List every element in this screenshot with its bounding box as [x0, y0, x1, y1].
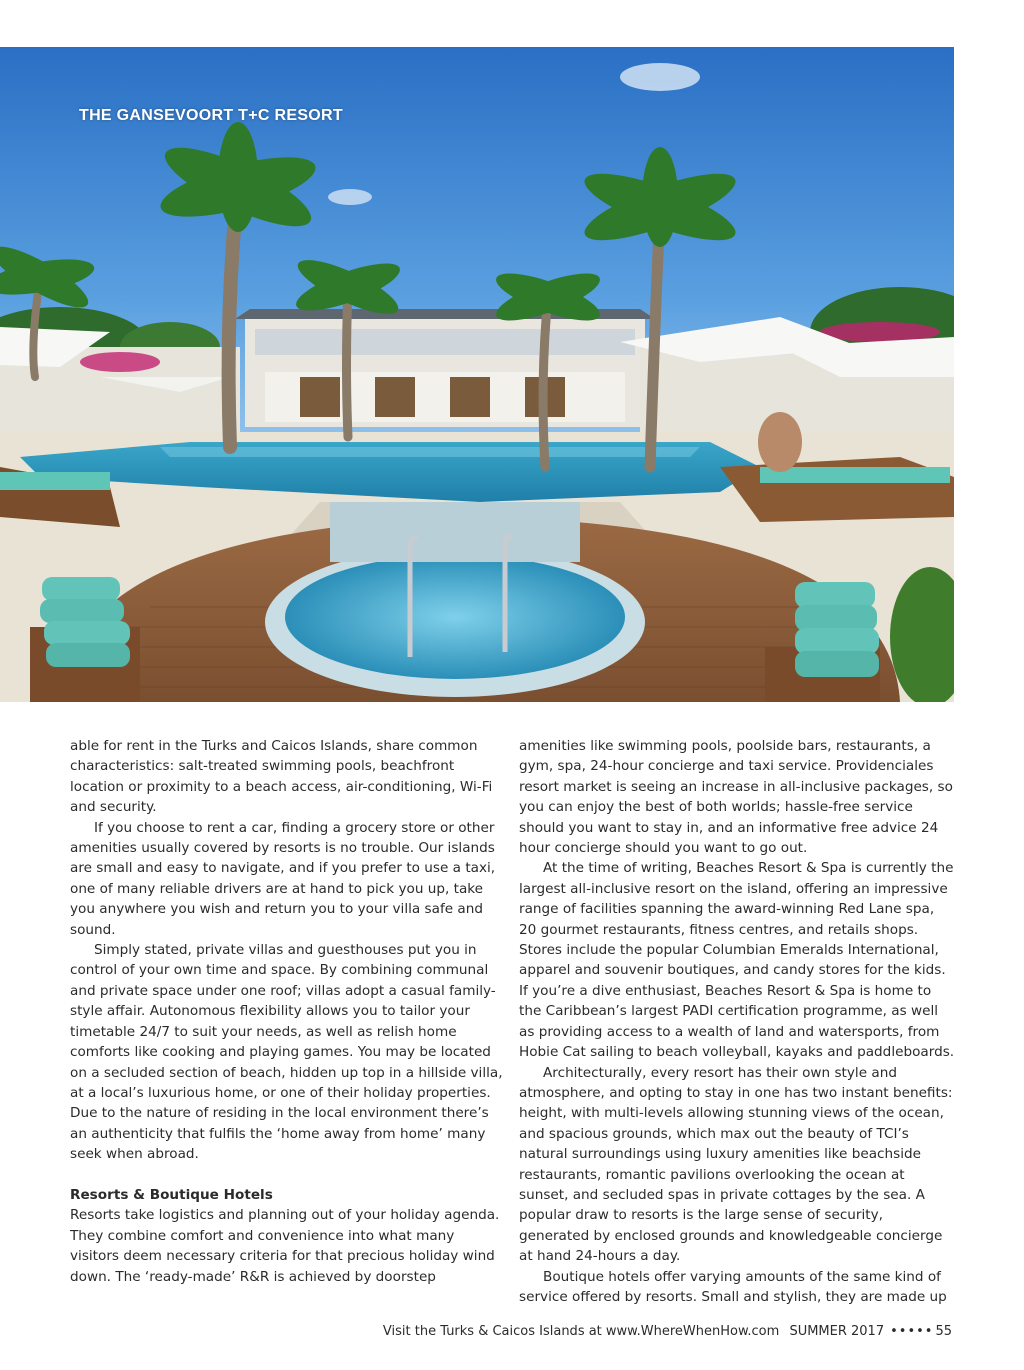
resort-photo — [0, 47, 954, 702]
paragraph: At the time of writing, Beaches Resort & Spa is currently the largest all-inclusive resort on the island, offering an impressive range of facilities spanning the award-winning Red Lane spa, 20 gourmet restaurants, fitness centres, and retails shops. Stores include the popular Columbian Emeralds International, apparel and souvenir boutiques, and candy stores for the kids. If you’re a dive enthusiast, Beaches Resort & Spa is home to the Caribbean’s largest PADI certification programme, as well as providing access to a wealth of land and watersports, from Hobie Cat sailing to beach volleyball, kayaks and paddleboards. — [519, 860, 955, 1061]
paragraph: Architecturally, every resort has their own style and atmosphere, and opting to stay in one has two instant benefits: height, with multi-levels allowing stunning views of the ocean, and spacious grounds, which max out the beauty of TCI’s natural surroundings using luxury amenities like beachside restaurants, romantic pavilions overlooking the ocean at sunset, and secluded spas in private cottages by the sea. A popular draw to resorts is the large sense of security, generated by enclosed grounds and knowledgeable concierge at hand 24-hours a day. — [519, 1064, 953, 1265]
paragraph: amenities like swimming pools, poolside bars, restaurants, a gym, spa, 24-hour concierge and taxi service. Providenciales resort market is seeing an increase in all-inclusive packages, so you can enjoy the best of both worlds; hassle-free service should you want to stay in, and an informative free advice 24 hour concierge should you want to go out. — [519, 738, 953, 857]
photo-caption: THE GANSEVOORT T+C RESORT — [79, 107, 343, 124]
section-heading: Resorts & Boutique Hotels — [70, 1186, 273, 1203]
footer-visit-text: Visit the Turks & Caicos Islands at www.WhereWhenHow.com — [382, 1324, 780, 1339]
footer-issue: SUMMER 2017 — [789, 1324, 885, 1339]
paragraph: Boutique hotels offer varying amounts of the same kind of service offered by resorts. Small and stylish, they are made up — [519, 1268, 947, 1305]
page-footer — [383, 1324, 952, 1339]
article-column-right — [519, 736, 955, 1307]
paragraph: Simply stated, private villas and guesthouses put you in control of your own time and space. By combining communal and private space under one roof; villas adopt a casual family-style affair. Autonomous flexibility allows you to tailor your timetable 24/7 to suit your needs, as well as relish home comforts like cooking and playing games. You may be located on a secluded section of beach, hidden up top in a hillside villa, at a local’s luxurious home, or one of their holiday properties. Due to the nature of residing in the local environment there’s an authenticity that fulfils the ‘home away from home’ many seek when abroad. — [70, 942, 503, 1163]
footer-dots: ••••• — [890, 1324, 934, 1339]
paragraph: If you choose to rent a car, finding a grocery store or other amenities usually covered by resorts is no trouble. Our islands are small and easy to navigate, and if you prefer to use a taxi, one of many reliable drivers are at hand to pick you up, take you anywhere you wish and return you to your villa safe and sound. — [70, 819, 496, 938]
article-column-left — [70, 736, 506, 1287]
page-number: 55 — [935, 1324, 952, 1339]
paragraph: Resorts take logistics and planning out of your holiday agenda. They combine comfort and convenience into what many visitors deem necessary criteria for that precious holiday wind down. The ‘ready-made’ R&R is achieved by doorstep — [70, 1207, 500, 1285]
resort-pool-illustration — [0, 47, 954, 702]
paragraph: able for rent in the Turks and Caicos Islands, share common characteristics: salt-treated swimming pools, beachfront location or proximity to a beach access, air-conditioning, Wi-Fi and security. — [70, 738, 493, 816]
